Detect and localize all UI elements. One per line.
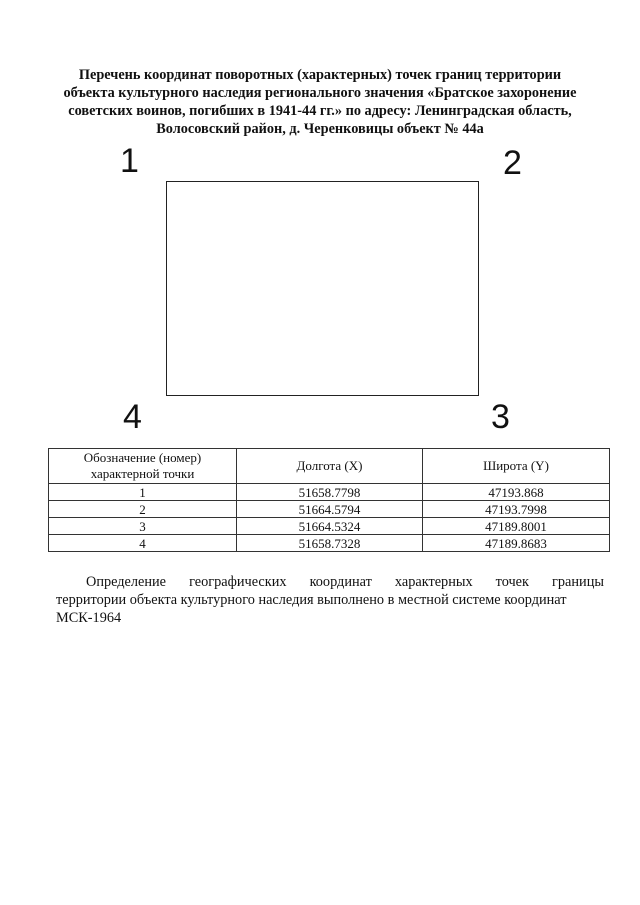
note-word: характерных bbox=[394, 574, 473, 590]
header-point-number: Обозначение (номер) характерной точки bbox=[49, 449, 237, 484]
note-word: географических bbox=[189, 574, 287, 590]
table-row bbox=[49, 484, 610, 501]
note-word: границы bbox=[552, 574, 604, 590]
note-word: координат bbox=[309, 574, 372, 590]
cell-point: 3 bbox=[49, 518, 237, 535]
cell-point: 1 bbox=[49, 484, 237, 501]
header-longitude: Долгота (X) bbox=[237, 449, 423, 484]
cell-longitude: 51658.7798 bbox=[237, 484, 423, 501]
cell-longitude: 51658.7328 bbox=[237, 535, 423, 552]
territory-boundary-rectangle bbox=[166, 181, 479, 396]
title-line-4: Волосовский район, д. Черенковицы объект № 44а bbox=[156, 121, 484, 137]
title-line-3: советских воинов, погибших в 1941-44 гг.» по адресу: Ленинградская область, bbox=[68, 103, 572, 119]
title-line-1: Перечень координат поворотных (характерных) точек границ территории bbox=[78, 67, 562, 83]
note-line-1 bbox=[56, 573, 604, 591]
cell-longitude: 51664.5324 bbox=[237, 518, 423, 535]
corner-label-1: 1 bbox=[120, 142, 139, 180]
cell-latitude: 47193.7998 bbox=[423, 501, 610, 518]
cell-latitude: 47193.868 bbox=[423, 484, 610, 501]
cell-point: 2 bbox=[49, 501, 237, 518]
corner-label-4: 4 bbox=[123, 398, 142, 436]
title-line-2: объекта культурного наследия регионального значения «Братское захоронение bbox=[63, 85, 577, 101]
cell-longitude: 51664.5794 bbox=[237, 501, 423, 518]
table-header-row bbox=[49, 449, 610, 484]
cell-latitude: 47189.8001 bbox=[423, 518, 610, 535]
note-word: Определение bbox=[86, 574, 167, 590]
coordinate-system-note bbox=[56, 573, 604, 627]
corner-label-2: 2 bbox=[503, 144, 522, 182]
coordinates-table bbox=[48, 448, 610, 552]
note-line-3: МСК-1964 bbox=[56, 610, 122, 626]
table-row bbox=[49, 518, 610, 535]
table-row bbox=[49, 535, 610, 552]
header-latitude: Широта (Y) bbox=[423, 449, 610, 484]
cell-latitude: 47189.8683 bbox=[423, 535, 610, 552]
table-row bbox=[49, 501, 610, 518]
cell-point: 4 bbox=[49, 535, 237, 552]
note-word: точек bbox=[495, 574, 529, 590]
note-line-2: территории объекта культурного наследия выполнено в местной системе координат bbox=[56, 592, 567, 608]
corner-label-3: 3 bbox=[491, 398, 510, 436]
document-title bbox=[40, 66, 600, 138]
